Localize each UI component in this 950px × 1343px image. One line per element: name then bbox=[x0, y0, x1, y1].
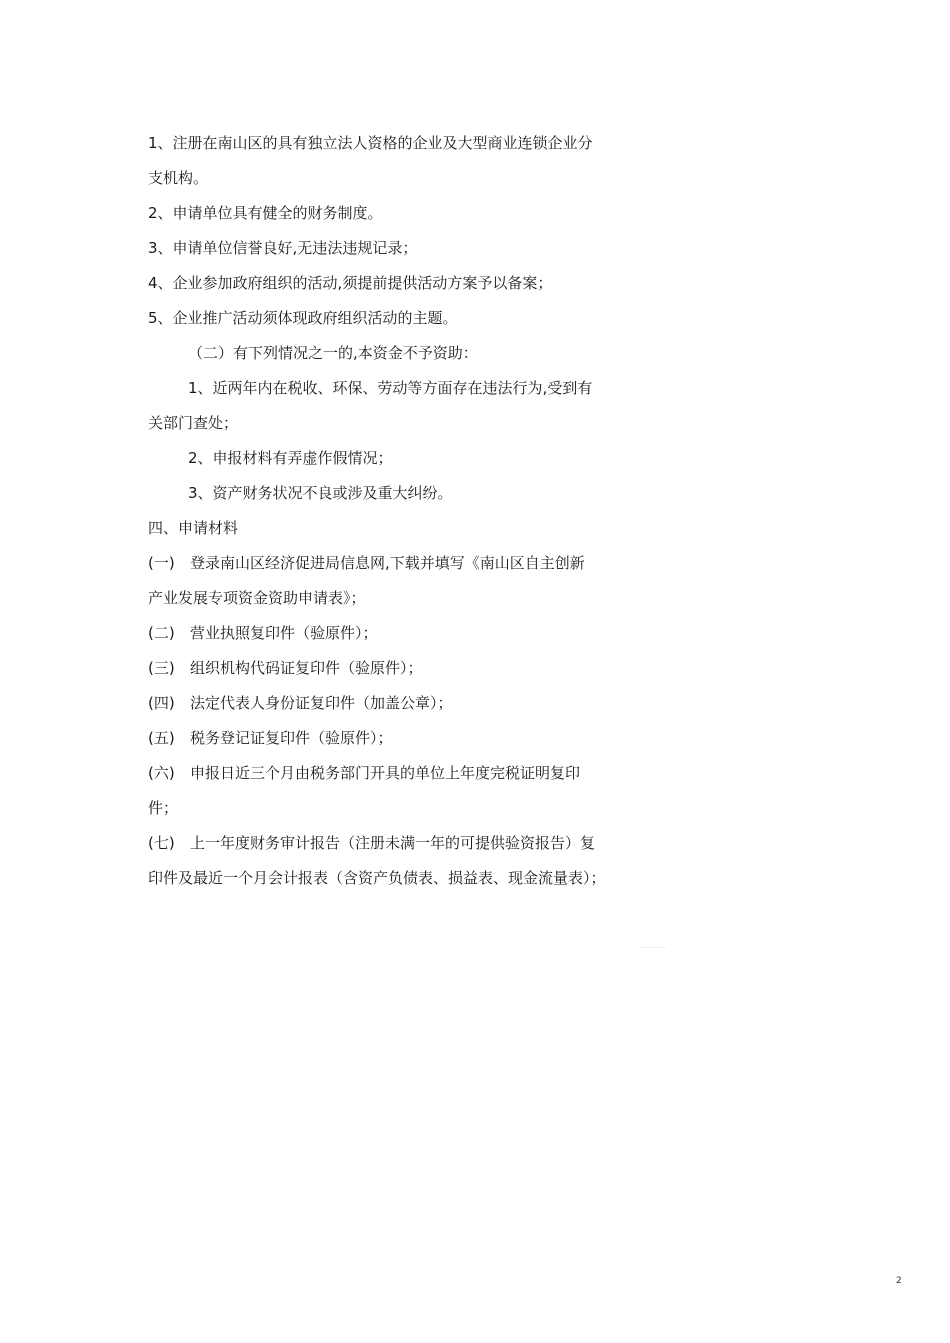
exclusion-2: 2、申报材料有弄虚作假情况； bbox=[188, 449, 393, 467]
material-1-mark: (一) bbox=[148, 554, 175, 572]
material-6-line-1 bbox=[148, 756, 648, 791]
material-2-mark: (二) bbox=[148, 624, 175, 642]
material-6-line-2: 件； bbox=[148, 799, 179, 817]
condition-1-line-1: 1、注册在南山区的具有独立法人资格的企业及大型商业连锁企业分 bbox=[148, 134, 593, 152]
material-1-line-2: 产业发展专项资金资助申请表》； bbox=[148, 589, 366, 607]
material-1-text: 登录南山区经济促进局信息网,下载并填写《南山区自主创新 bbox=[190, 554, 585, 572]
condition-4: 4、企业参加政府组织的活动,须提前提供活动方案予以备案； bbox=[148, 274, 553, 292]
material-3-text: 组织机构代码证复印件（验原件）； bbox=[190, 659, 423, 677]
material-7-line-1 bbox=[148, 826, 648, 861]
dotted-leader: ………… bbox=[641, 943, 667, 950]
material-5-text: 税务登记证复印件（验原件）； bbox=[190, 729, 393, 747]
section-exclusions-heading: （二）有下列情况之一的,本资金不予资助： bbox=[188, 344, 478, 362]
material-3-mark: (三) bbox=[148, 659, 175, 677]
material-4 bbox=[148, 686, 648, 721]
exclusion-3: 3、资产财务状况不良或涉及重大纠纷。 bbox=[188, 484, 453, 502]
section-materials-heading: 四、申请材料 bbox=[148, 519, 239, 537]
condition-5: 5、企业推广活动须体现政府组织活动的主题。 bbox=[148, 309, 458, 327]
material-7-mark: (七) bbox=[148, 834, 175, 852]
material-6-text: 申报日近三个月由税务部门开具的单位上年度完税证明复印 bbox=[190, 764, 581, 782]
exclusion-1-line-1: 1、近两年内在税收、环保、劳动等方面存在违法行为,受到有 bbox=[188, 379, 593, 397]
material-5 bbox=[148, 721, 648, 756]
page-number: 2 bbox=[896, 1276, 902, 1286]
material-4-text: 法定代表人身份证复印件（加盖公章）； bbox=[190, 694, 453, 712]
material-1-line-1 bbox=[148, 546, 648, 581]
document-body bbox=[148, 126, 648, 896]
material-3 bbox=[148, 651, 648, 686]
material-2 bbox=[148, 616, 648, 651]
material-7-line-2: 印件及最近一个月会计报表（含资产负债表、损益表、现金流量表）； bbox=[148, 869, 606, 887]
material-7-text: 上一年度财务审计报告（注册未满一年的可提供验资报告）复 bbox=[190, 834, 596, 852]
condition-3: 3、申请单位信誉良好,无违法违规记录； bbox=[148, 239, 418, 257]
condition-2: 2、申请单位具有健全的财务制度。 bbox=[148, 204, 383, 222]
material-5-mark: (五) bbox=[148, 729, 175, 747]
material-4-mark: (四) bbox=[148, 694, 175, 712]
exclusion-1-line-2: 关部门查处； bbox=[148, 414, 239, 432]
material-6-mark: (六) bbox=[148, 764, 175, 782]
condition-1-line-2: 支机构。 bbox=[148, 169, 209, 187]
material-2-text: 营业执照复印件（验原件）； bbox=[190, 624, 378, 642]
